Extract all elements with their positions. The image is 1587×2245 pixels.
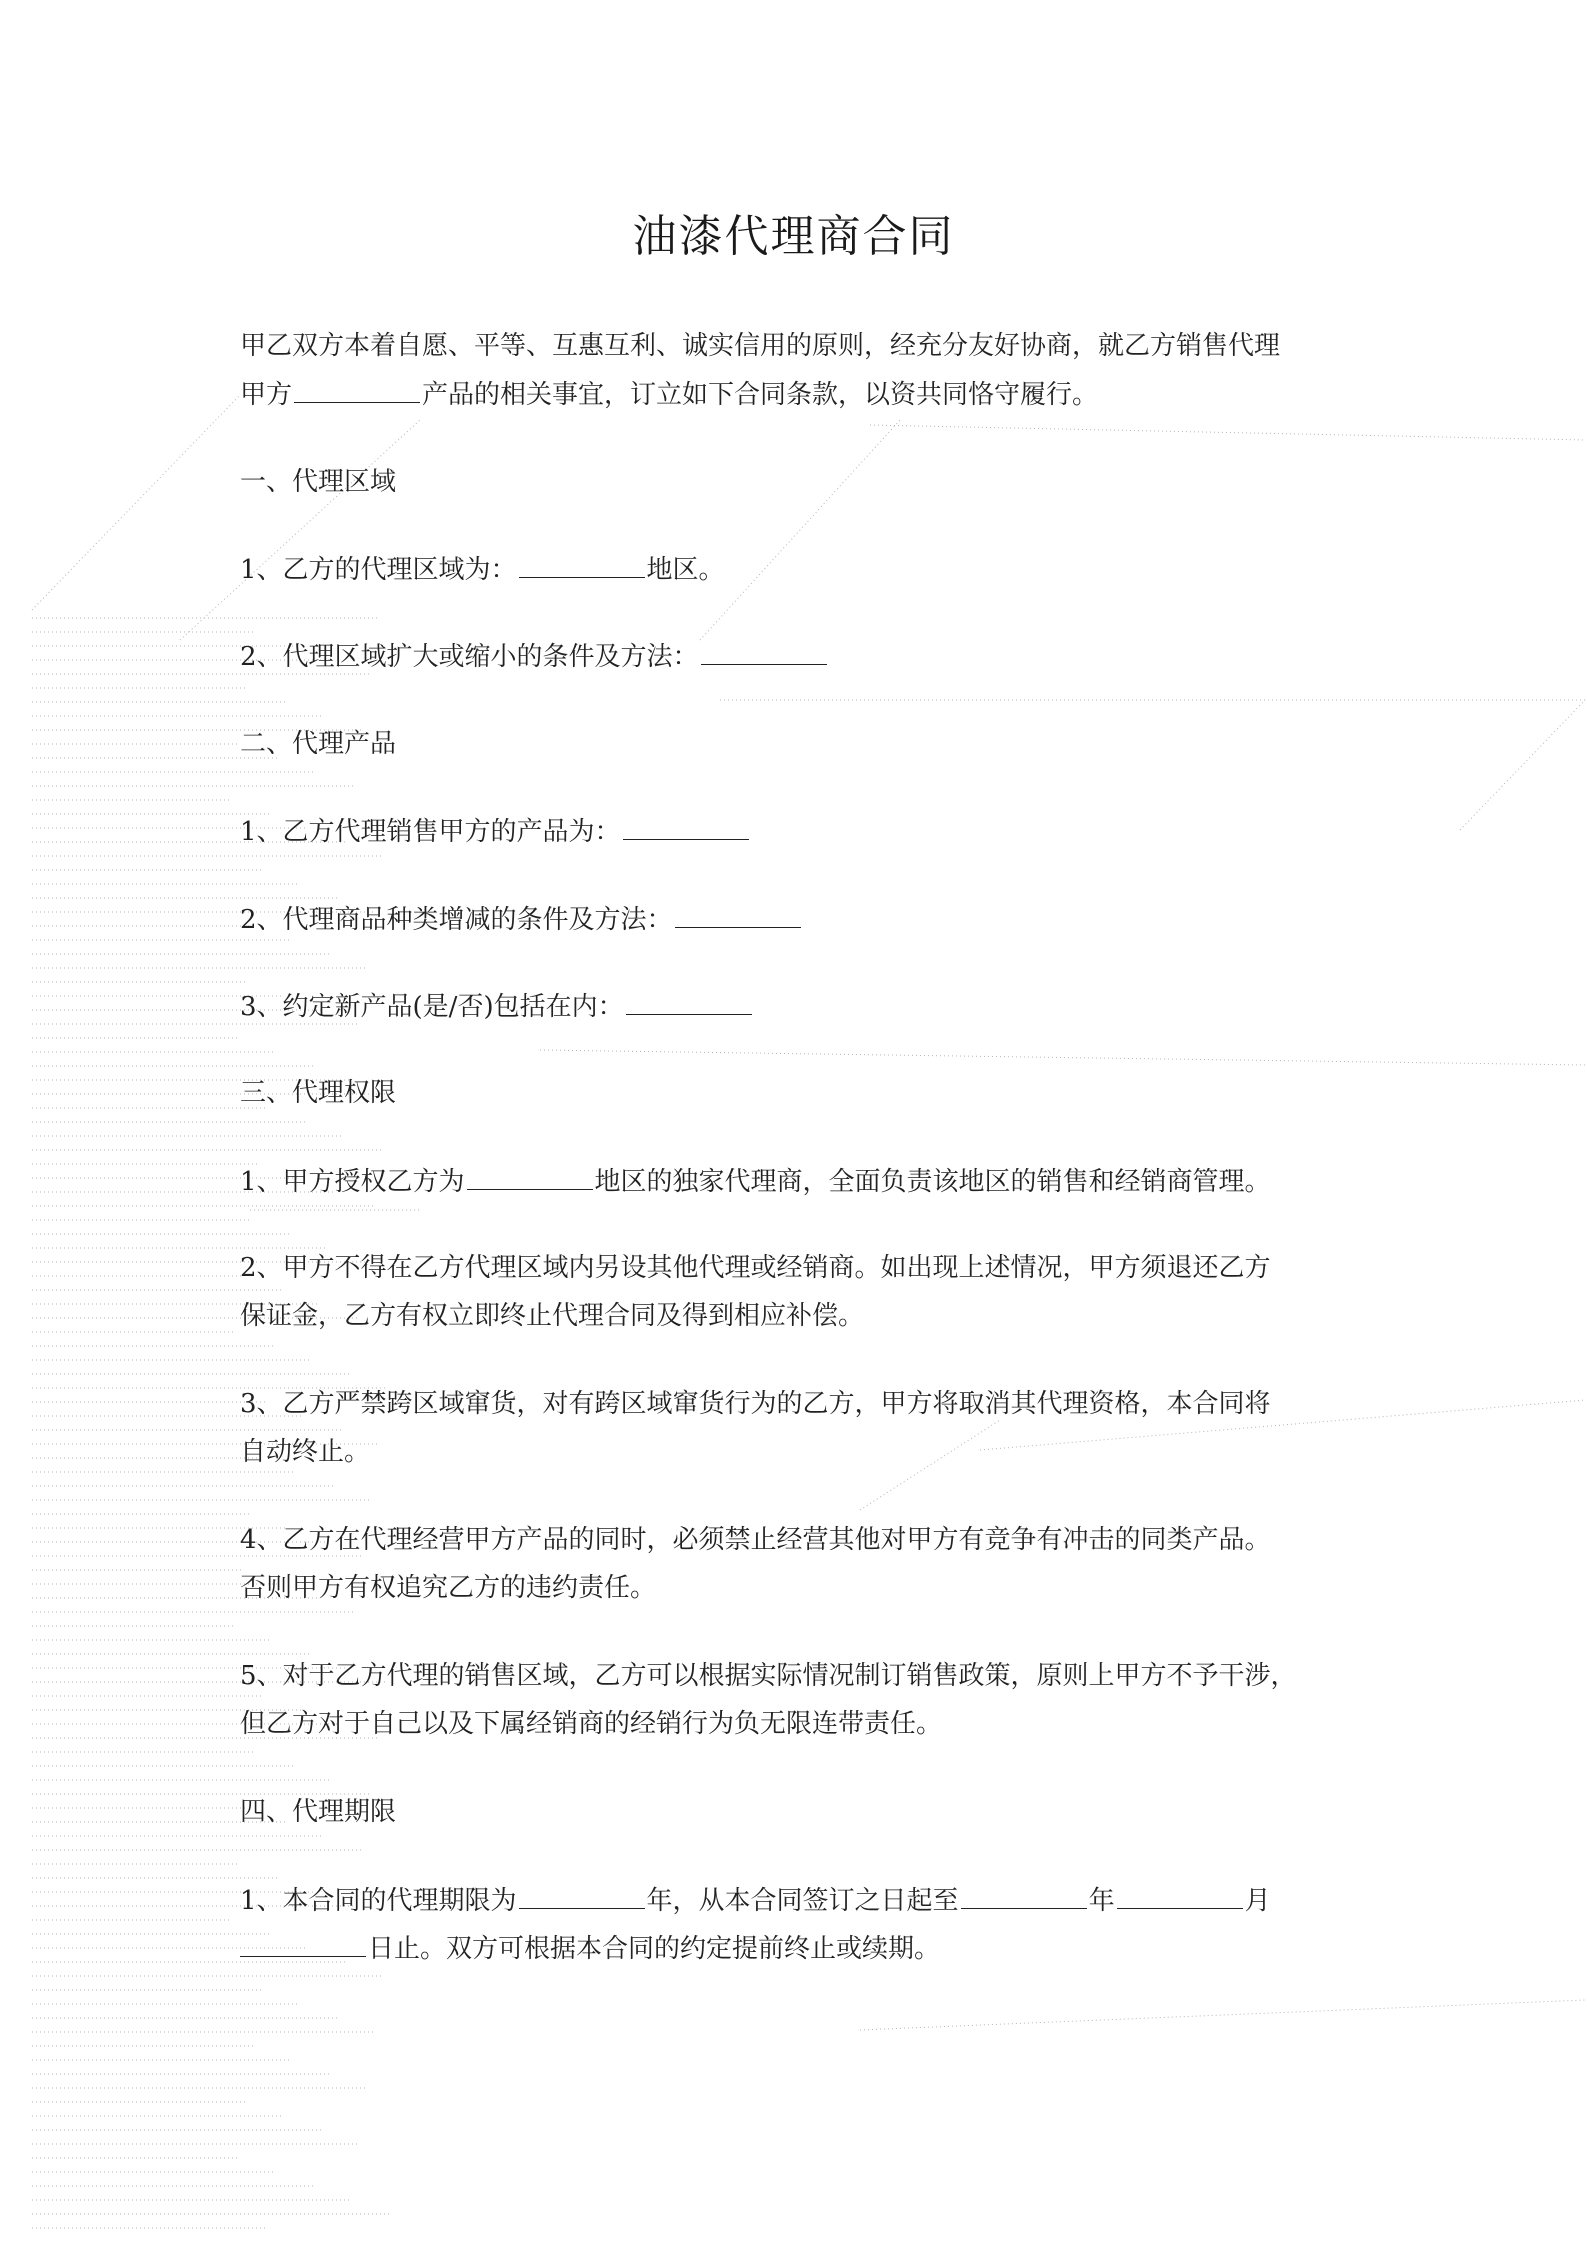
clause-4-1-text-c: 年 [1088, 1886, 1115, 1916]
clause-1-2 [240, 640, 829, 673]
intro-text-2a: 甲方 [240, 380, 293, 410]
clause-3-5-line-1: 5、对于乙方代理的销售区域，乙方可以根据实际情况制订销售政策，原则上甲方不予干涉， [240, 1661, 1297, 1691]
products-blank [623, 815, 749, 840]
new-product-blank [626, 990, 752, 1015]
clause-1-1-text-b: 地区。 [646, 555, 725, 585]
exclusive-region-blank [467, 1165, 593, 1190]
clause-2-2 [240, 903, 803, 936]
intro-line-1 [240, 330, 1280, 362]
clause-4-1-text-e: 日止。双方可根据本合同的约定提前终止或续期。 [368, 1934, 941, 1964]
clause-1-2-text: 2、代理区域扩大或缩小的条件及方法： [240, 642, 699, 672]
intro-text-2b: 产品的相关事宜，订立如下合同条款，以资共同恪守履行。 [422, 380, 1099, 410]
clause-1-1-text-a: 1、乙方的代理区域为： [240, 555, 517, 585]
clause-3-4-line-2: 否则甲方有权追究乙方的违约责任。 [240, 1573, 657, 1603]
section-1-heading: 一、代理区域 [240, 467, 397, 497]
region-change-blank [701, 640, 827, 665]
clause-3-1 [240, 1165, 1271, 1198]
clause-3-2-line-1: 2、甲方不得在乙方代理区域内另设其他代理或经销商。如出现上述情况，甲方须退还乙方 [240, 1253, 1271, 1283]
clause-2-1 [240, 815, 751, 848]
clause-3-2-line-2: 保证金，乙方有权立即终止代理合同及得到相应补偿。 [240, 1301, 865, 1331]
intro-line-2 [240, 378, 1098, 411]
clause-4-1-text-a: 1、本合同的代理期限为 [240, 1886, 517, 1916]
clause-2-3-text: 3、约定新产品(是/否)包括在内： [240, 992, 624, 1022]
clause-2-3 [240, 990, 754, 1023]
end-day-blank [240, 1932, 366, 1957]
clause-3-1-text-b: 地区的独家代理商，全面负责该地区的销售和经销商管理。 [594, 1167, 1271, 1197]
clause-3-4-line-1: 4、乙方在代理经营甲方产品的同时，必须禁止经营其他对甲方有竞争有冲击的同类产品。 [240, 1525, 1271, 1555]
section-3-heading: 三、代理权限 [240, 1078, 397, 1108]
clause-1-1 [240, 553, 725, 586]
section-4-heading: 四、代理期限 [240, 1797, 397, 1827]
clause-4-1-text-d: 月 [1244, 1886, 1271, 1916]
section-2-heading: 二、代理产品 [240, 729, 397, 759]
term-years-blank [519, 1884, 645, 1909]
clause-3-3-line-2: 自动终止。 [240, 1437, 371, 1467]
clause-4-1-text-b: 年，从本合同签订之日起至 [646, 1886, 959, 1916]
document-title: 油漆代理商合同 [632, 211, 955, 262]
product-change-blank [675, 903, 801, 928]
product-blank [294, 378, 420, 403]
clause-4-1-line-1 [240, 1884, 1271, 1917]
region-blank [519, 553, 645, 578]
end-year-blank [961, 1884, 1087, 1909]
clause-3-1-text-a: 1、甲方授权乙方为 [240, 1167, 465, 1197]
clause-2-1-text: 1、乙方代理销售甲方的产品为： [240, 817, 621, 847]
clause-4-1-line-2 [240, 1932, 940, 1965]
clause-2-2-text: 2、代理商品种类增减的条件及方法： [240, 905, 673, 935]
intro-text-1: 甲乙双方本着自愿、平等、互惠互利、诚实信用的原则，经充分友好协商，就乙方销售代理 [240, 331, 1281, 361]
clause-3-5-line-2: 但乙方对于自己以及下属经销商的经销行为负无限连带责任。 [240, 1709, 943, 1739]
clause-3-3-line-1: 3、乙方严禁跨区域窜货，对有跨区域窜货行为的乙方，甲方将取消其代理资格，本合同将 [240, 1389, 1271, 1419]
end-month-blank [1117, 1884, 1243, 1909]
